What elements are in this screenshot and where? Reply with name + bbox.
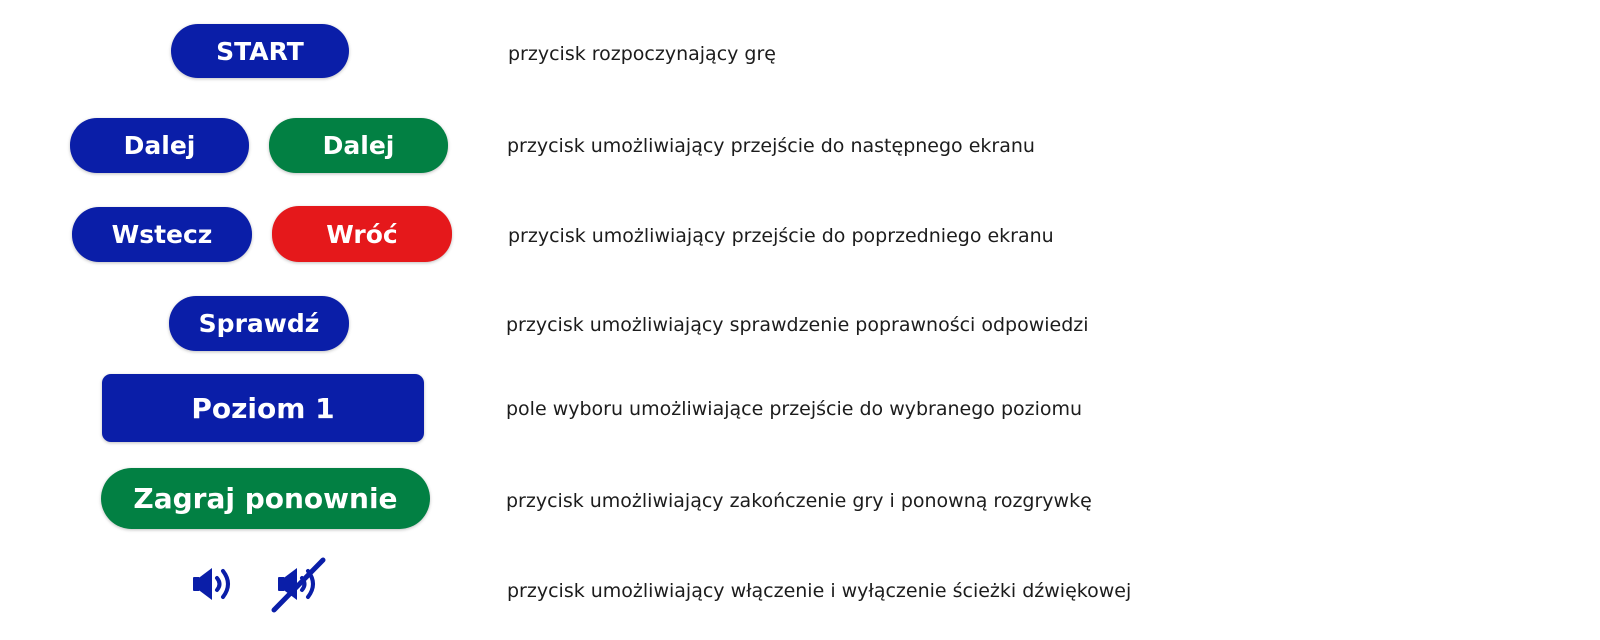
next-button-blue[interactable] (70, 118, 249, 173)
play-again-button-label: Zagraj ponownie (133, 482, 398, 515)
level-1-select-label: Poziom 1 (191, 391, 335, 425)
back-button[interactable] (72, 207, 252, 262)
back-description: przycisk umożliwiający przejście do poprzedniego ekranu (508, 225, 1054, 247)
check-button[interactable] (169, 296, 349, 351)
return-button[interactable] (272, 206, 452, 262)
next-button-green-label: Dalej (322, 131, 395, 160)
level-1-select[interactable] (102, 374, 424, 442)
check-button-label: Sprawdź (198, 309, 320, 338)
play-again-button[interactable] (101, 468, 430, 529)
next-button-green[interactable] (269, 118, 448, 173)
next-button-blue-label: Dalej (123, 131, 196, 160)
speaker-on-icon[interactable] (190, 562, 242, 608)
check-description: przycisk umożliwiający sprawdzenie poprawności odpowiedzi (506, 314, 1089, 336)
play-again-description: przycisk umożliwiający zakończenie gry i ponowną rozgrywkę (506, 490, 1092, 512)
return-button-label: Wróć (326, 219, 398, 249)
sound-description: przycisk umożliwiający włączenie i wyłączenie ścieżki dźwiękowej (507, 580, 1132, 602)
start-description: przycisk rozpoczynający grę (508, 43, 776, 65)
back-button-label: Wstecz (111, 220, 213, 249)
start-button[interactable] (171, 24, 349, 78)
next-description: przycisk umożliwiający przejście do następnego ekranu (507, 135, 1035, 157)
start-button-label: START (216, 36, 304, 66)
speaker-muted-icon[interactable] (268, 556, 330, 616)
level-description: pole wyboru umożliwiające przejście do wybranego poziomu (506, 398, 1083, 420)
